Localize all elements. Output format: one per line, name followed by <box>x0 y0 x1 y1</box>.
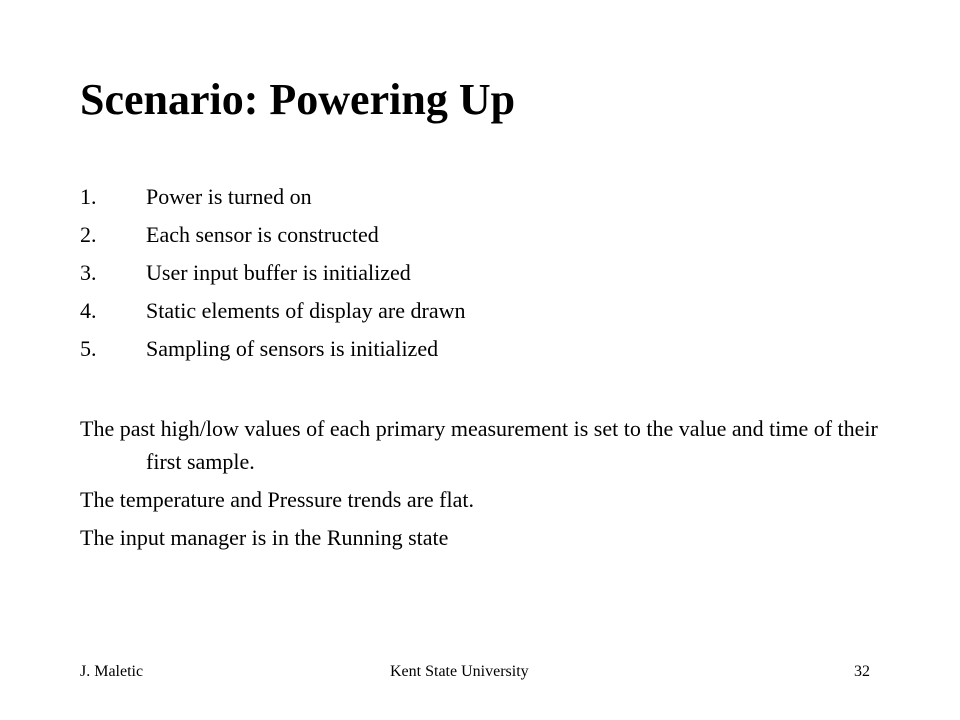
step-number: 1. <box>80 184 97 209</box>
step-item-5 <box>80 330 900 368</box>
step-list <box>80 178 900 368</box>
step-text: Sampling of sensors is initialized <box>146 336 439 361</box>
note-paragraph-3: The input manager is in the Running state <box>80 525 449 550</box>
step-item-2 <box>80 216 900 254</box>
step-number: 5. <box>80 336 97 361</box>
step-number: 2. <box>80 222 97 247</box>
step-item-4 <box>80 292 900 330</box>
step-text: Each sensor is constructed <box>146 222 379 247</box>
step-number: 3. <box>80 260 97 285</box>
step-item-1 <box>80 178 900 216</box>
footer-author: J. Maletic <box>80 663 144 680</box>
footer-page-number: 32 <box>854 663 870 680</box>
note-paragraph-2: The temperature and Pressure trends are flat. <box>80 487 474 512</box>
footer-organization: Kent State University <box>390 663 529 680</box>
note-paragraph-1: The past high/low values of each primary measurement is set to the value and time of their first sample. <box>80 416 878 474</box>
step-text: Static elements of display are drawn <box>146 298 466 323</box>
notes-block <box>80 412 900 559</box>
step-text: Power is turned on <box>146 184 312 209</box>
step-item-3 <box>80 254 900 292</box>
step-number: 4. <box>80 298 97 323</box>
step-text: User input buffer is initialized <box>146 260 411 285</box>
slide-title: Scenario: Powering Up <box>80 75 516 124</box>
